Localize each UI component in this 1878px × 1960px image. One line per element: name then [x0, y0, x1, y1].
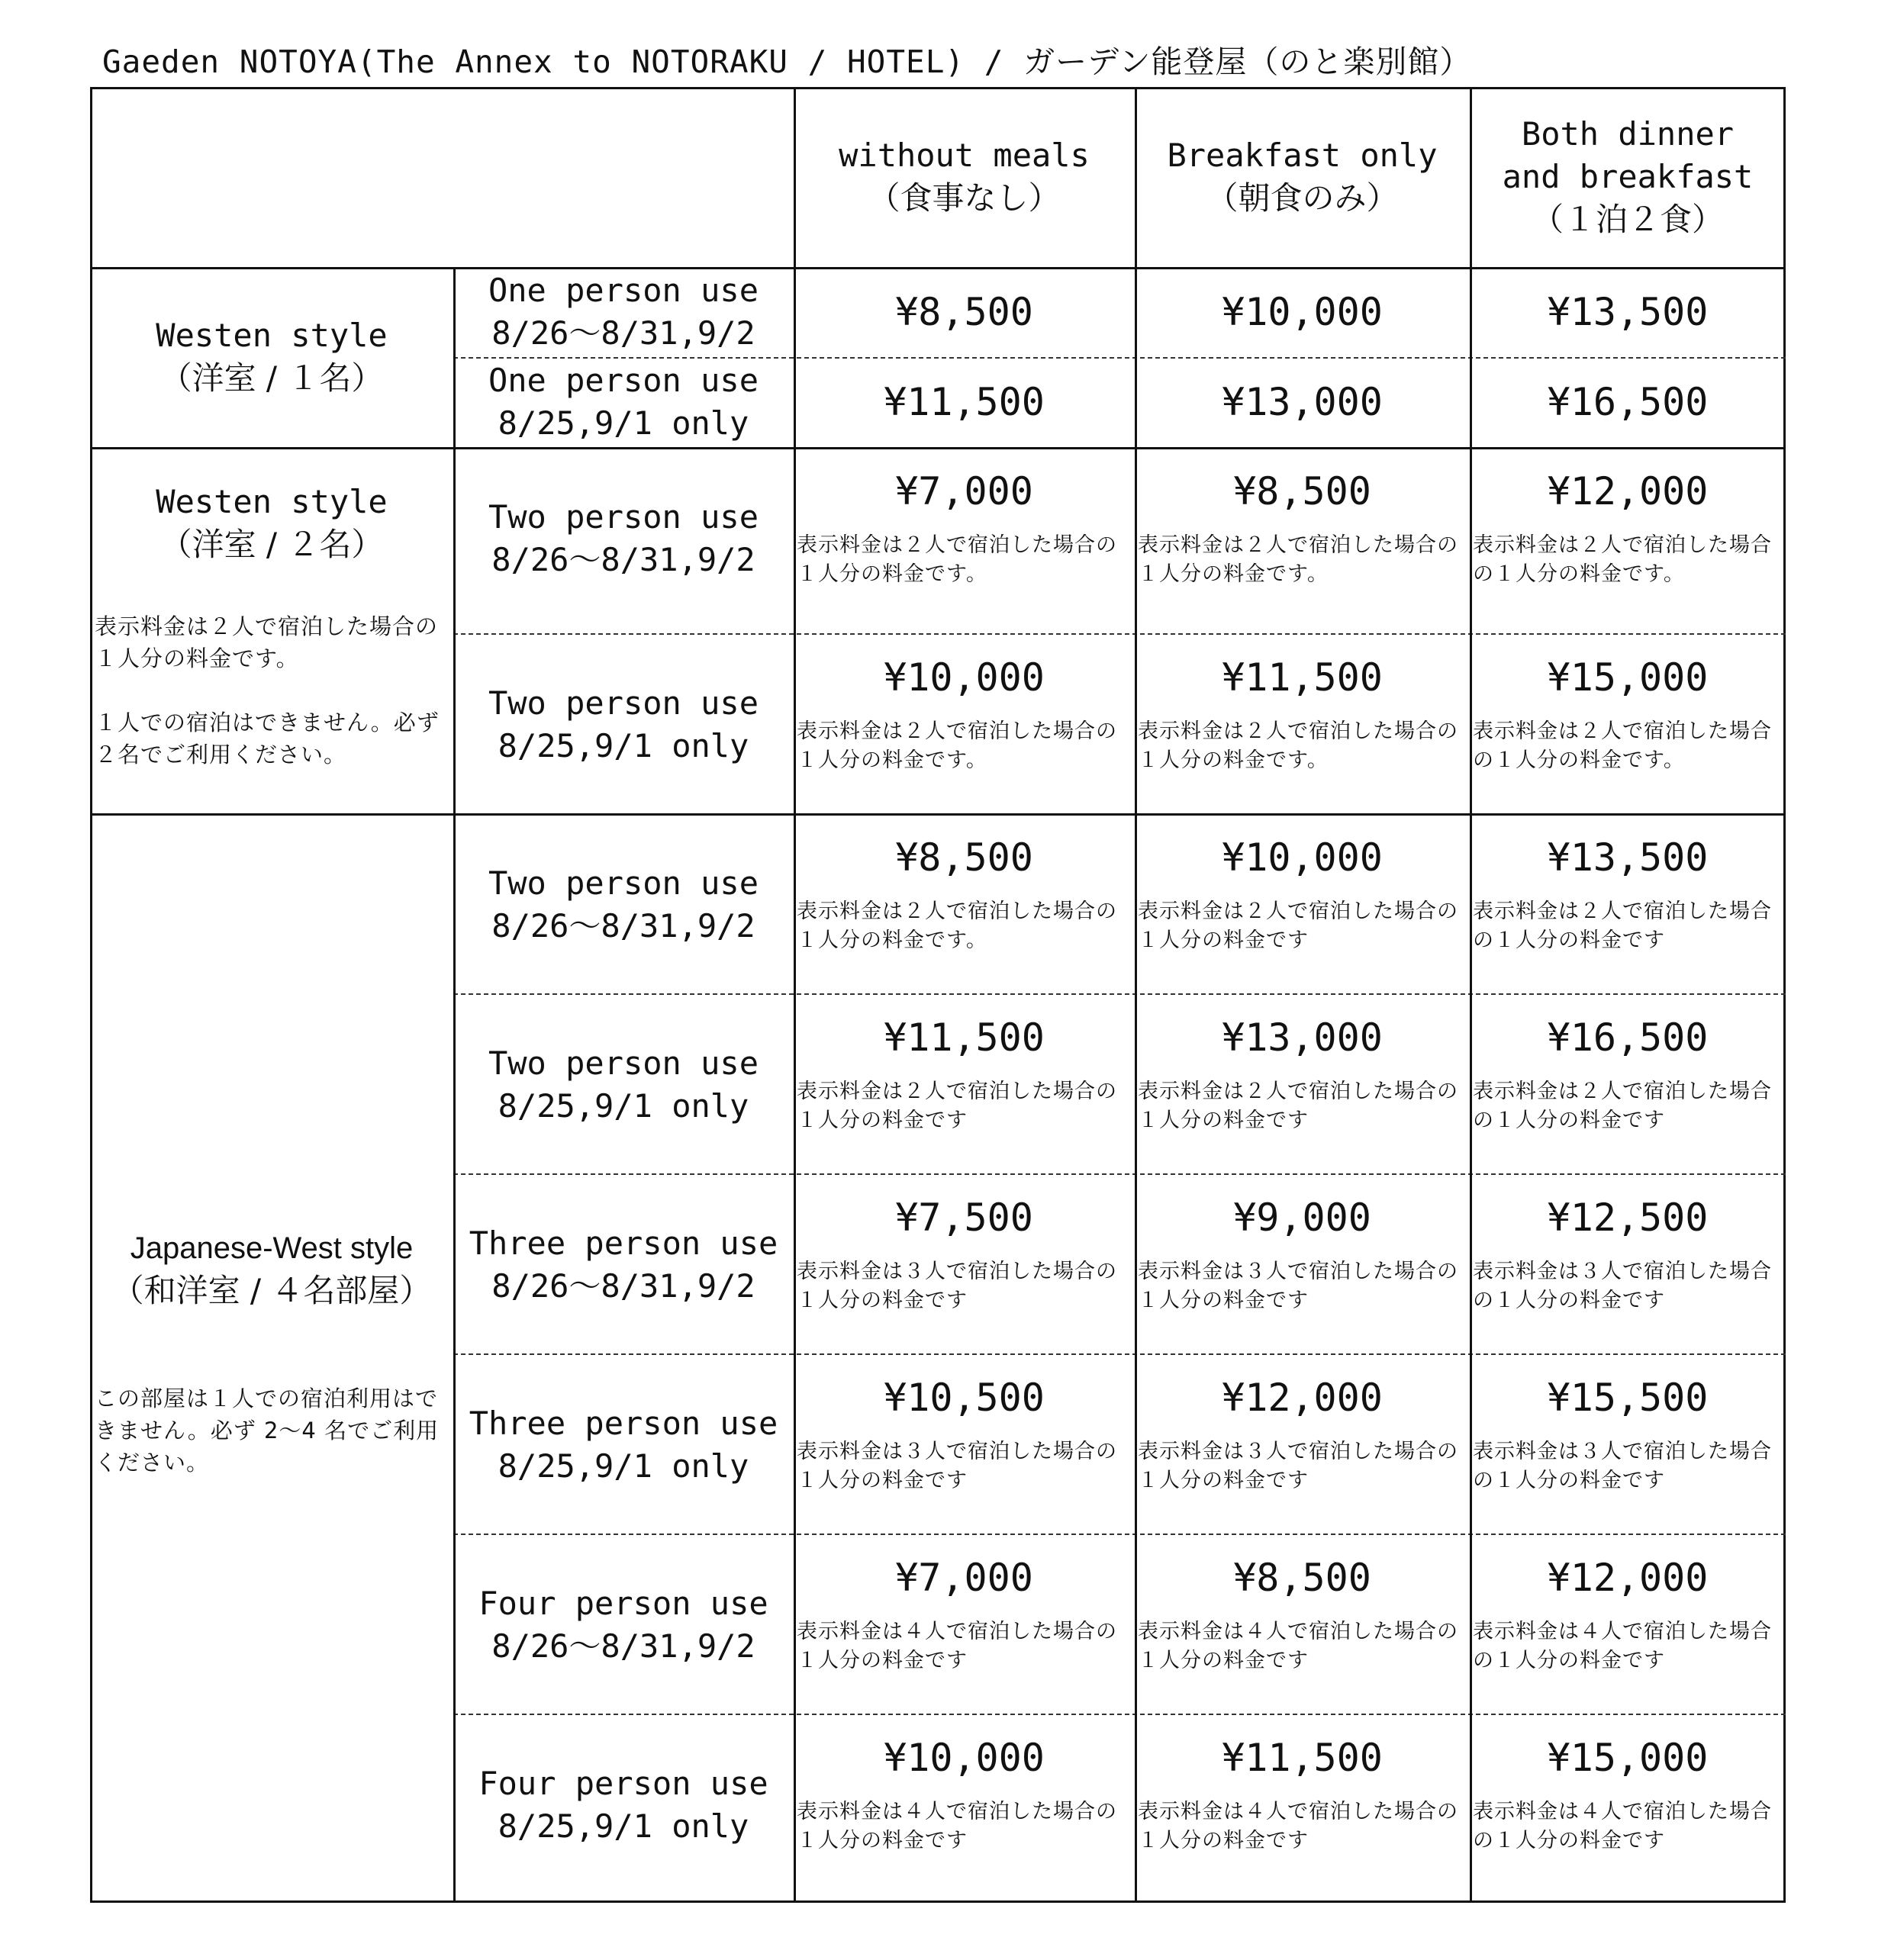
usage-dates: 8/25,9/1 only: [498, 1087, 749, 1125]
price-note: 表示料金は２人で宿泊した場合の１人分の料金です。: [1473, 719, 1772, 772]
price-value: ¥16,500: [1547, 380, 1709, 424]
column-divider: [1470, 87, 1472, 1903]
price-value: ¥7,000: [895, 1556, 1033, 1600]
column-header-en: Breakfast only: [1167, 137, 1438, 174]
usage-label: Four person use: [478, 1765, 768, 1802]
price-value: ¥13,500: [1547, 290, 1709, 334]
price-note: 表示料金は２人で宿泊した場合の１人分の料金です。: [1473, 533, 1772, 586]
price-value: ¥10,000: [884, 655, 1045, 700]
price-note: 表示料金は２人で宿泊した場合の１人分の料金です: [1138, 1080, 1458, 1132]
price-value: ¥16,500: [1547, 1015, 1709, 1060]
room-type-name: Westen style: [156, 317, 388, 354]
price-note: 表示料金は３人で宿泊した場合の１人分の料金です: [797, 1440, 1117, 1492]
price-note: 表示料金は２人で宿泊した場合の１人分の料金です。: [1138, 533, 1458, 586]
price-value: ¥8,500: [895, 835, 1033, 880]
price-note: 表示料金は２人で宿泊した場合の１人分の料金です。: [797, 533, 1117, 586]
price-value: ¥15,000: [1547, 1736, 1709, 1780]
price-value: ¥12,000: [1547, 469, 1709, 513]
price-note: 表示料金は４人で宿泊した場合の１人分の料金です: [1473, 1800, 1772, 1852]
usage-dates: 8/25,9/1 only: [498, 404, 749, 442]
usage-label: Two person use: [488, 498, 759, 536]
column-header-jp: （１泊２食）: [1531, 201, 1724, 238]
room-type-jp: （和洋室 / ４名部屋）: [111, 1272, 432, 1309]
row-divider: [453, 1714, 1786, 1715]
price-value: ¥8,500: [1233, 1556, 1371, 1600]
price-value: ¥12,000: [1547, 1556, 1709, 1600]
usage-dates: 8/26〜8/31,9/2: [491, 541, 755, 578]
price-value: ¥7,500: [895, 1196, 1033, 1240]
price-value: ¥13,000: [1222, 380, 1383, 424]
table-border: [90, 87, 1786, 1903]
price-note: 表示料金は２人で宿泊した場合の１人分の料金です: [1473, 900, 1772, 952]
usage-dates: 8/25,9/1 only: [498, 727, 749, 764]
price-note: 表示料金は３人で宿泊した場合の１人分の料金です: [1473, 1260, 1772, 1312]
usage-dates: 8/26〜8/31,9/2: [491, 1627, 755, 1665]
price-note: 表示料金は２人で宿泊した場合の１人分の料金です: [1473, 1080, 1772, 1132]
price-note: 表示料金は３人で宿泊した場合の１人分の料金です: [1138, 1260, 1458, 1312]
row-divider: [90, 447, 1786, 449]
row-divider: [453, 1353, 1786, 1355]
page-title: Gaeden NOTOYA(The Annex to NOTORAKU / HOTEL) / ガーデン能登屋（のと楽別館）: [102, 43, 1472, 80]
usage-dates: 8/26〜8/31,9/2: [491, 314, 755, 352]
price-note: 表示料金は２人で宿泊した場合の１人分の料金です。: [1138, 719, 1458, 772]
usage-label: Two person use: [488, 684, 759, 722]
price-value: ¥8,500: [895, 290, 1033, 334]
row-divider: [90, 813, 1786, 816]
price-value: ¥11,500: [1222, 1736, 1383, 1780]
column-divider: [1135, 87, 1137, 1903]
price-value: ¥7,000: [895, 469, 1033, 513]
room-type-jp: （洋室 / １名）: [159, 359, 384, 397]
rate-table: [90, 87, 1786, 1903]
room-type-name: Japanese-West style: [130, 1231, 414, 1265]
price-value: ¥10,500: [884, 1376, 1045, 1420]
price-value: ¥13,000: [1222, 1015, 1383, 1060]
price-note: 表示料金は４人で宿泊した場合の１人分の料金です: [797, 1800, 1117, 1852]
price-note: 表示料金は４人で宿泊した場合の１人分の料金です: [1138, 1800, 1458, 1852]
usage-dates: 8/25,9/1 only: [498, 1807, 749, 1845]
price-note: 表示料金は２人で宿泊した場合の１人分の料金です: [797, 1080, 1117, 1132]
price-value: ¥13,500: [1547, 835, 1709, 880]
usage-dates: 8/26〜8/31,9/2: [491, 907, 755, 945]
price-value: ¥15,000: [1547, 655, 1709, 700]
price-note: 表示料金は２人で宿泊した場合の１人分の料金です。: [797, 900, 1117, 952]
column-divider: [794, 87, 796, 1903]
usage-label: Two person use: [488, 864, 759, 902]
usage-label: Three person use: [469, 1405, 778, 1442]
price-value: ¥12,000: [1222, 1376, 1383, 1420]
row-divider: [453, 993, 1786, 995]
room-type-jp: （洋室 / ２名）: [159, 526, 384, 563]
price-note: 表示料金は４人で宿泊した場合の１人分の料金です: [1138, 1620, 1458, 1672]
price-value: ¥11,500: [884, 380, 1045, 424]
room-type-name: Westen style: [156, 483, 388, 520]
column-header-jp: （朝食のみ）: [1206, 179, 1399, 217]
row-divider: [90, 267, 1786, 269]
column-header-jp: （食事なし）: [868, 179, 1061, 217]
price-note: 表示料金は３人で宿泊した場合の１人分の料金です: [1473, 1440, 1772, 1492]
price-note: 表示料金は３人で宿泊した場合の１人分の料金です: [1138, 1440, 1458, 1492]
column-header-en: Both dinner and breakfast: [1502, 115, 1754, 195]
price-note: 表示料金は３人で宿泊した場合の１人分の料金です: [797, 1260, 1117, 1312]
price-note: 表示料金は２人で宿泊した場合の１人分の料金です。: [797, 719, 1117, 772]
usage-label: Four person use: [478, 1585, 768, 1622]
row-divider: [453, 1534, 1786, 1535]
usage-label: Three person use: [469, 1225, 778, 1262]
price-value: ¥15,500: [1547, 1376, 1709, 1420]
price-value: ¥11,500: [1222, 655, 1383, 700]
room-type-note: １人での宿泊はできません。必ず２名でご利用ください。: [95, 710, 440, 768]
price-note: 表示料金は２人で宿泊した場合の１人分の料金です: [1138, 900, 1458, 952]
usage-label: Two person use: [488, 1044, 759, 1082]
row-divider: [453, 1173, 1786, 1175]
room-type-note: 表示料金は２人で宿泊した場合の１人分の料金です。: [95, 613, 439, 671]
price-value: ¥10,000: [884, 1736, 1045, 1780]
price-value: ¥9,000: [1233, 1196, 1371, 1240]
price-value: ¥11,500: [884, 1015, 1045, 1060]
room-type-note: この部屋は１人での宿泊利用はできません。必ず 2〜4 名でご利用ください。: [95, 1386, 440, 1476]
usage-label: One person use: [488, 362, 759, 399]
price-value: ¥12,500: [1547, 1196, 1709, 1240]
column-header-en: without meals: [839, 137, 1090, 174]
column-divider: [453, 267, 456, 1903]
price-value: ¥10,000: [1222, 290, 1383, 334]
usage-dates: 8/26〜8/31,9/2: [491, 1267, 755, 1305]
usage-dates: 8/25,9/1 only: [498, 1447, 749, 1485]
price-value: ¥10,000: [1222, 835, 1383, 880]
price-note: 表示料金は４人で宿泊した場合の１人分の料金です: [1473, 1620, 1772, 1672]
usage-label: One person use: [488, 272, 759, 309]
price-note: 表示料金は４人で宿泊した場合の１人分の料金です: [797, 1620, 1117, 1672]
row-divider: [453, 633, 1786, 635]
row-divider: [453, 357, 1786, 359]
price-value: ¥8,500: [1233, 469, 1371, 513]
